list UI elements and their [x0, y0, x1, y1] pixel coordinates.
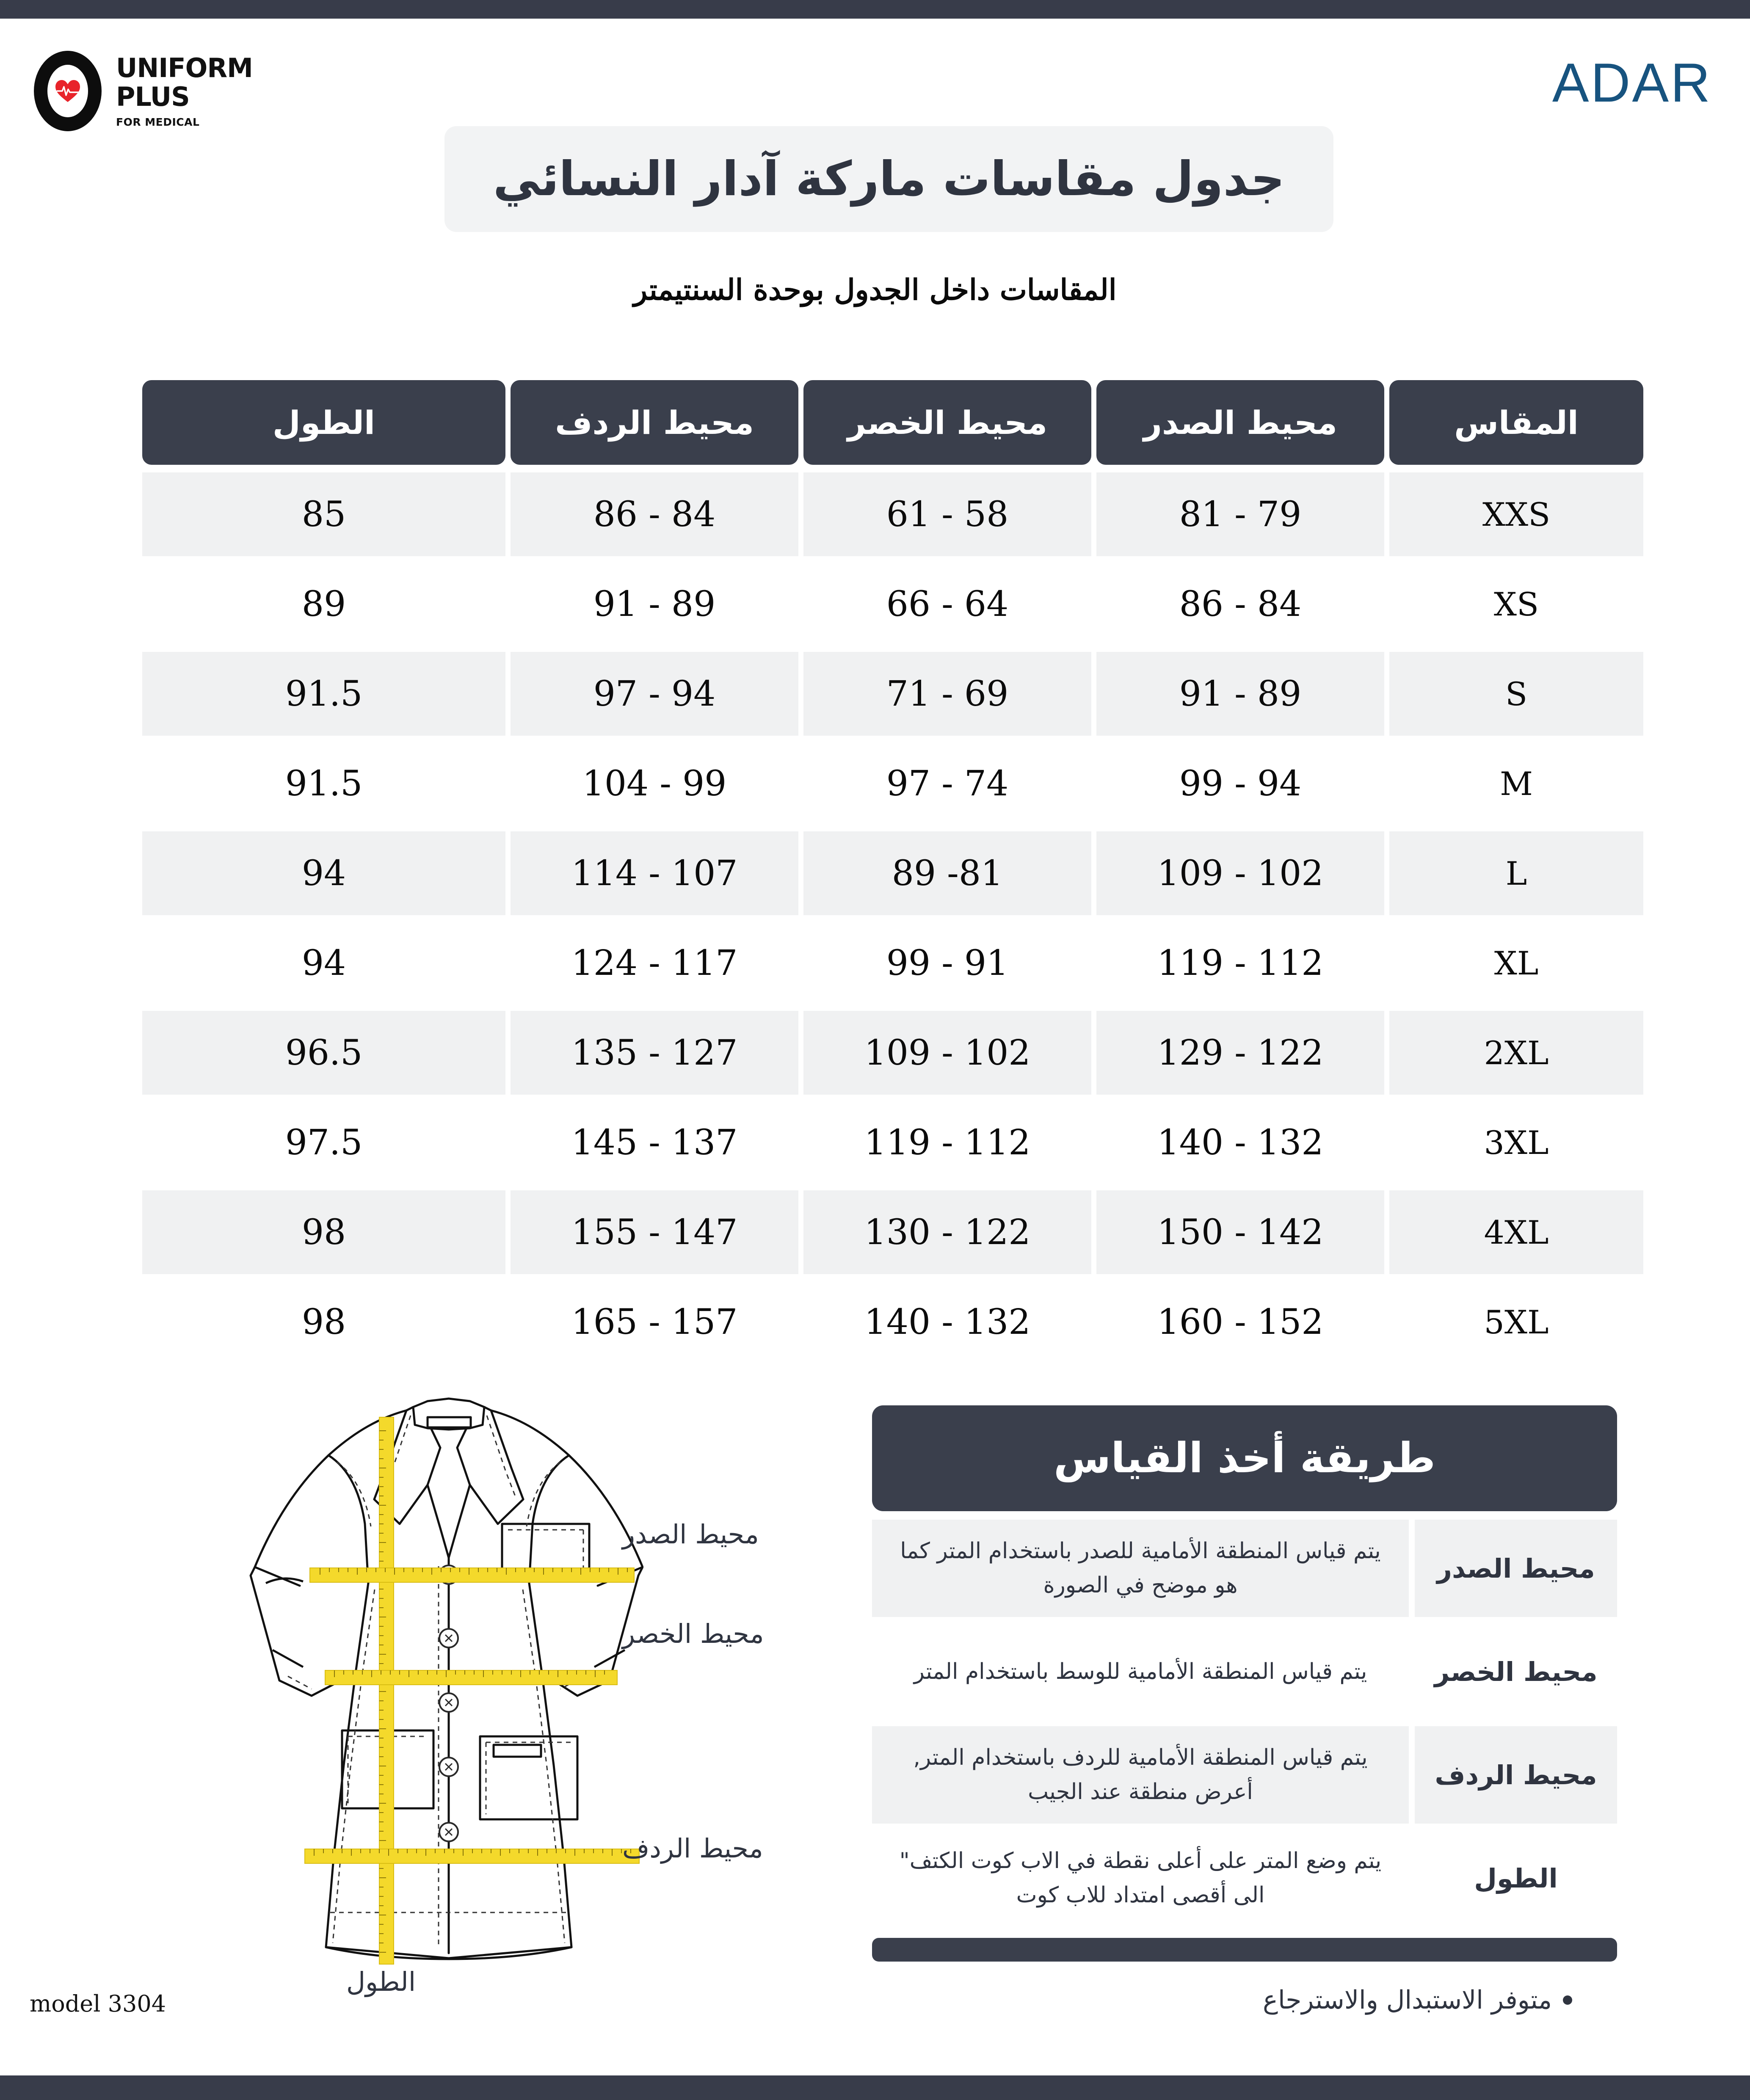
brand-name-line2: PLUS: [116, 81, 190, 112]
measurement-guide: [872, 1405, 1617, 1962]
page-title-box: [444, 126, 1333, 232]
cell-length: 85: [142, 472, 505, 556]
cell-chest: 79 - 81: [1096, 472, 1384, 556]
illustration-label-waist: محيط الخصر: [622, 1618, 764, 1649]
cell-size: S: [1389, 652, 1643, 736]
table-row: [141, 742, 1643, 825]
cell-waist: 74 - 97: [886, 763, 1009, 804]
cell-chest: 152 - 160: [1157, 1302, 1324, 1342]
column-header-waist: محيط الخصر: [803, 380, 1091, 465]
column-header-length: الطول: [142, 380, 505, 465]
chest-tape: [310, 1568, 634, 1582]
cell-length: 91.5: [285, 763, 363, 804]
guide-row-description: يتم قياس المنطقة الأمامية للصدر باستخدام المتر كما هو موضح في الصورة: [872, 1520, 1409, 1617]
guide-row: [872, 1623, 1617, 1720]
cell-waist: 64 - 66: [886, 584, 1009, 624]
column-header-chest: محيط الصدر: [1096, 380, 1384, 465]
table-row: [141, 921, 1643, 1005]
cell-waist: 69 - 71: [803, 652, 1091, 736]
cell-chest: 142 - 150: [1096, 1190, 1384, 1274]
adar-logo: [1552, 52, 1712, 113]
cell-hip: 127 - 135: [511, 1011, 798, 1095]
column-header-size: المقاس: [1389, 380, 1643, 465]
cell-hip: 94 - 97: [511, 652, 798, 736]
guide-divider-bar: [872, 1938, 1617, 1962]
cell-length: 89: [301, 584, 346, 624]
cell-waist: 81- 89: [803, 831, 1091, 915]
cell-chest: 89 - 91: [1096, 652, 1384, 736]
cell-hip: 89 - 91: [593, 584, 716, 624]
guide-row-description: يتم قياس المنطقة الأمامية للوسط باستخدام المتر: [914, 1658, 1367, 1684]
table-row: [141, 1190, 1643, 1274]
cell-hip: 99 - 104: [582, 763, 727, 804]
table-row: [141, 1101, 1643, 1184]
cell-chest: 132 - 140: [1157, 1122, 1324, 1163]
cell-waist: 112 - 119: [864, 1122, 1031, 1163]
cell-length: 91.5: [142, 652, 505, 736]
table-row: [141, 1011, 1643, 1095]
cell-hip: 117 - 124: [571, 943, 738, 983]
guide-row-name: محيط الصدر: [1415, 1520, 1617, 1617]
uniform-plus-logo: [34, 51, 253, 131]
guide-heading: طريقة أخذ القياس: [1053, 1434, 1436, 1482]
page-subtitle: المقاسات داخل الجدول بوحدة السنتيمتر: [633, 273, 1117, 307]
guide-heading-box: [872, 1405, 1617, 1511]
illustration-label-chest: محيط الصدر: [622, 1519, 759, 1550]
guide-row: [872, 1830, 1617, 1927]
bottom-accent-bar: [0, 2075, 1750, 2100]
heart-pulse-icon: [34, 51, 102, 131]
cell-chest: 102 - 109: [1096, 831, 1384, 915]
guide-row-name: محيط الردف: [1415, 1726, 1617, 1824]
lab-coat-illustration: [30, 1384, 872, 2019]
cell-size: 4XL: [1389, 1190, 1643, 1274]
table-row: [141, 831, 1643, 915]
guide-row: [872, 1726, 1617, 1824]
guide-row: [872, 1520, 1617, 1617]
top-accent-bar: [0, 0, 1750, 19]
cell-length: 98: [301, 1302, 346, 1342]
table-row: [141, 652, 1643, 736]
cell-waist: 58 - 61: [803, 472, 1091, 556]
table-row: [141, 562, 1643, 646]
cell-chest: 84 - 86: [1179, 584, 1302, 624]
length-tape: [379, 1417, 394, 1964]
column-header-hip: محيط الردف: [511, 380, 798, 465]
cell-length: 97.5: [285, 1122, 363, 1163]
cell-hip: 84 - 86: [511, 472, 798, 556]
cell-size: 3XL: [1484, 1123, 1549, 1162]
cell-chest: 94 - 99: [1179, 763, 1302, 804]
table-header-row: [141, 380, 1643, 465]
guide-row-description: يتم قياس المنطقة الأمامية للردف باستخدام المتر, أعرض منطقة عند الجيب: [872, 1726, 1409, 1824]
brand-tagline: FOR MEDICAL: [116, 116, 200, 128]
cell-length: 94: [142, 831, 505, 915]
cell-waist: 91 - 99: [886, 943, 1009, 983]
cell-size: XL: [1494, 944, 1539, 982]
guide-row-description: يتم وضع المتر على أعلى نقطة في الاب كوت الكتف" الى أقصى امتداد للاب كوت: [899, 1848, 1382, 1908]
cell-size: XXS: [1389, 472, 1643, 556]
cell-waist: 102 - 109: [803, 1011, 1091, 1095]
cell-chest: 122 - 129: [1096, 1011, 1384, 1095]
cell-hip: 137 - 145: [571, 1122, 738, 1163]
cell-hip: 147 - 155: [511, 1190, 798, 1274]
bullet-icon: [1563, 1995, 1572, 2005]
adar-wordmark: ADAR: [1552, 52, 1712, 113]
cell-size: 2XL: [1389, 1011, 1643, 1095]
table-row: [141, 1280, 1643, 1364]
cell-chest: 112 - 119: [1157, 943, 1324, 983]
illustration-label-length: الطول: [346, 1966, 416, 1997]
return-policy-note: [1263, 1985, 1572, 2015]
hip-tape: [305, 1849, 639, 1863]
brand-name-line1: UNIFORM: [116, 52, 253, 83]
guide-row-name: محيط الخصر: [1434, 1656, 1598, 1687]
cell-size: L: [1389, 831, 1643, 915]
cell-hip: 157 - 165: [571, 1302, 738, 1342]
illustration-label-hip: محيط الردف: [622, 1833, 763, 1864]
model-number: model 3304: [30, 1990, 166, 2017]
cell-size: XS: [1493, 585, 1539, 623]
cell-waist: 132 - 140: [864, 1302, 1031, 1342]
cell-length: 94: [301, 943, 346, 983]
cell-length: 96.5: [142, 1011, 505, 1095]
cell-size: 5XL: [1484, 1303, 1549, 1341]
page-title: جدول مقاسات ماركة آدار النسائي: [493, 152, 1285, 207]
cell-waist: 122 - 130: [803, 1190, 1091, 1274]
waist-tape: [325, 1670, 617, 1685]
cell-size: M: [1500, 764, 1533, 803]
lab-coat-diagram: [229, 1384, 643, 1985]
size-table: [141, 380, 1643, 1370]
table-row: [141, 472, 1643, 556]
cell-length: 98: [142, 1190, 505, 1274]
cell-hip: 107 - 114: [511, 831, 798, 915]
guide-row-name: الطول: [1474, 1863, 1558, 1894]
return-policy-text: متوفر الاستبدال والاسترجاع: [1263, 1985, 1552, 2015]
